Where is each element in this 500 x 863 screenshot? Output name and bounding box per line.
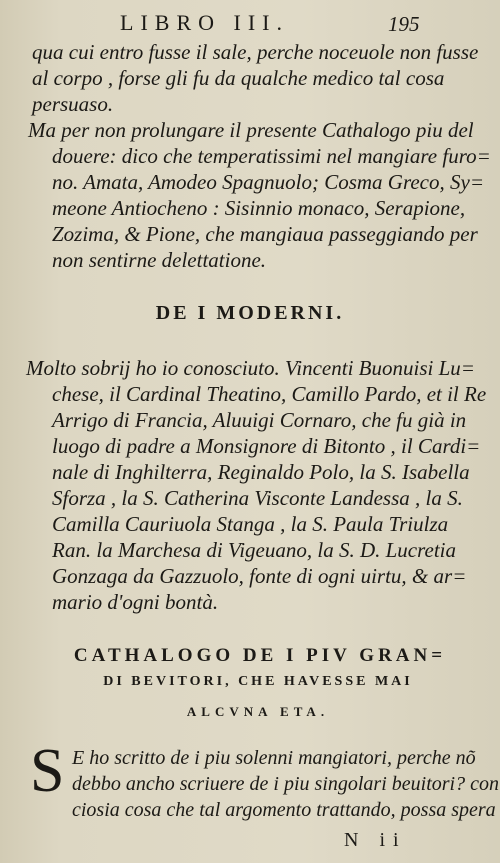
text-line: nale di Inghilterra, Reginaldo Polo, la S. Isabella <box>52 460 470 484</box>
text-line: Molto sobrij ho io conosciuto. Vincenti Buonuisi Lu= <box>26 356 475 380</box>
text-line: Ma per non prolungare il presente Cathalogo piu del <box>28 118 474 142</box>
text-line: Gonzaga da Gazzuolo, fonte di ogni uirtu, & ar= <box>52 564 467 588</box>
text-line: Camilla Cauriuola Stanga , la S. Paula Triulza <box>52 512 449 536</box>
section-heading-moderni: DE I MODERNI. <box>155 302 345 324</box>
text-line: E ho scritto de i piu solenni mangiatori, perche nõ <box>72 747 476 769</box>
text-line: Ran. la Marchesa di Vigeuano, la S. D. Lucretia <box>52 538 457 562</box>
text-line: persuaso. <box>32 92 114 116</box>
text-line: douere: dico che temperatissimi nel mangiare furo= <box>52 144 491 168</box>
page-header <box>0 10 500 40</box>
text-line: Arrigo di Francia, Aluuigi Cornaro, che fu già in <box>52 408 467 432</box>
text-line: mario d'ogni bontà. <box>52 590 219 614</box>
text-line: qua cui entro fusse il sale, perche noceuole non fusse <box>32 40 479 64</box>
section-heading-cathalogo-line2: DI BEVITORI, CHE HAVESSE MAI <box>103 674 413 689</box>
drop-cap: S <box>30 737 65 805</box>
section-heading-cathalogo-line1: CATHALOGO DE I PIV GRAN= <box>73 645 447 666</box>
text-line: luogo di padre a Monsignore di Bitonto , il Cardi= <box>52 434 481 458</box>
section-heading-cathalogo-line3: ALCVNA ETA. <box>186 704 330 719</box>
text-line: Sforza , la S. Catherina Visconte Landessa , la S. <box>52 486 463 510</box>
text-line: ciosia cosa che tal argomento trattando, possa spera <box>72 799 496 821</box>
text-line: chese, il Cardinal Theatino, Camillo Pardo, et il Re <box>52 382 487 406</box>
text-line: no. Amata, Amodeo Spagnuolo; Cosma Greco, Sy= <box>52 170 484 194</box>
text-line: meone Antiocheno : Sisinnio monaco, Serapione, <box>52 196 466 220</box>
text-line: debbo ancho scriuere de i piu singolari beuitori? con <box>72 773 499 795</box>
text-line: al corpo , forse gli fu da qualche medico tal cosa <box>32 66 445 90</box>
text-line: non sentirne delettatione. <box>52 248 267 272</box>
text-line: Zozima, & Pione, che mangiaua passeggiando per <box>52 222 478 246</box>
running-title: LIBRO III. <box>120 10 289 35</box>
page-number: 195 <box>388 12 420 36</box>
signature-mark: N ii <box>344 829 407 851</box>
